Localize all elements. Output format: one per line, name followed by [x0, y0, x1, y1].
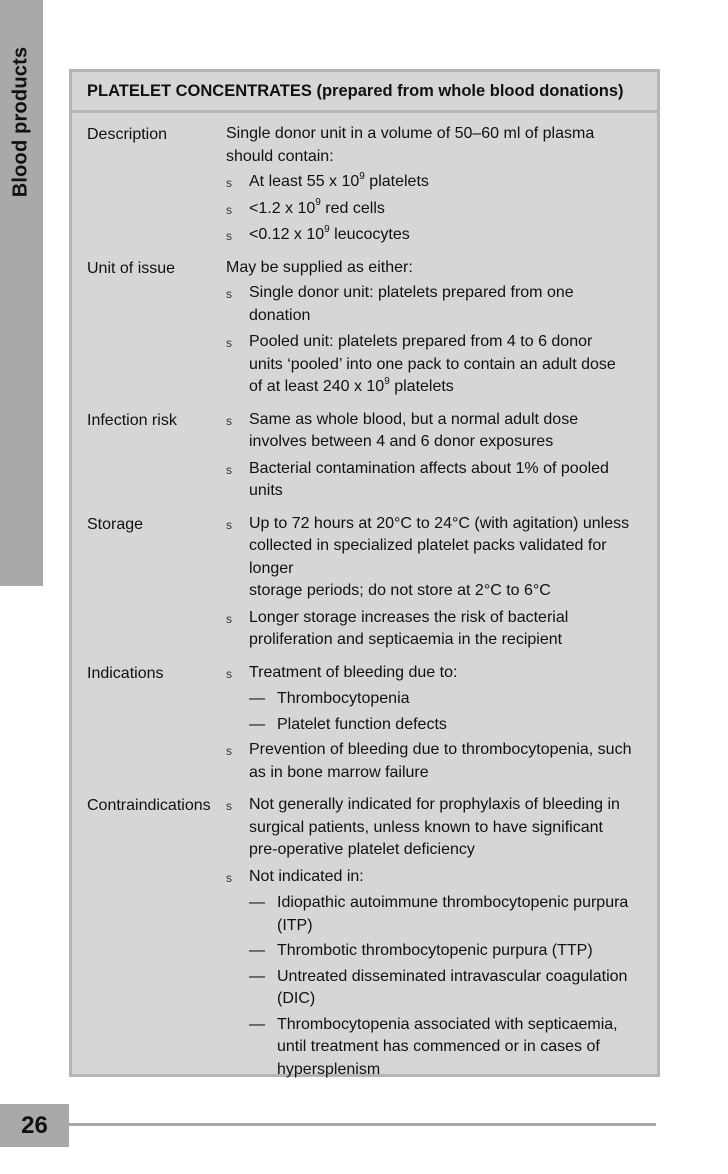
- table-row: [72, 794, 657, 1081]
- dash-item: [226, 1014, 649, 1082]
- platelet-concentrates-box: [69, 69, 660, 1077]
- bullet-line: proliferation and septicaemia in the recipient: [249, 631, 563, 648]
- bullet-line: surgical patients, unless known to have significant: [249, 818, 603, 836]
- bullet-marker: s: [226, 462, 232, 477]
- bullet-line: Not generally indicated for prophylaxis of bleeding in: [249, 796, 620, 813]
- dash-line: Idiopathic autoimmune thrombocytopenic purpura: [277, 894, 629, 911]
- bullet-item: [226, 458, 649, 503]
- bullet-line: as in bone marrow failure: [249, 763, 429, 781]
- table-row: [72, 662, 657, 785]
- section-side-tab: [0, 0, 43, 586]
- dash-line: Thrombocytopenia: [277, 690, 410, 707]
- row-content: [226, 123, 649, 247]
- bullet-line: units: [249, 482, 283, 499]
- dash-marker: —: [249, 1015, 265, 1033]
- dash-marker: —: [249, 715, 265, 733]
- dash-item: [226, 966, 649, 1011]
- bullet-line: Prevention of bleeding due to thrombocytopenia, such: [249, 741, 632, 758]
- bullet-line: collected in specialized platelet packs validated for longer: [249, 537, 607, 577]
- dash-line: Thrombotic thrombocytopenic purpura (TTP): [277, 942, 593, 959]
- bullet-line: Not indicated in:: [249, 867, 364, 885]
- superscript-exponent: 9: [324, 223, 330, 235]
- dash-marker: —: [249, 942, 265, 959]
- dash-line: until treatment has commenced or in cases of: [277, 1038, 600, 1055]
- bullet-item: [226, 171, 649, 194]
- dash-marker: —: [249, 894, 265, 911]
- bullet-marker: s: [226, 413, 232, 428]
- bullet-line: Single donor unit: platelets prepared from one: [249, 284, 574, 301]
- bullet-line: Up to 72 hours at 20°C to 24°C (with agitation) unless: [249, 514, 630, 532]
- bullet-marker: s: [226, 202, 232, 217]
- bullet-text: At least 55 x 10: [249, 173, 360, 190]
- row-label: Storage: [87, 515, 144, 533]
- bullet-text-tail: platelets: [389, 378, 454, 395]
- dash-marker: —: [249, 967, 265, 985]
- row-intro-line: May be supplied as either:: [226, 258, 413, 276]
- bullet-line: Treatment of bleeding due to:: [249, 663, 458, 681]
- bullet-line: Pooled unit: platelets prepared from 4 to 6 donor: [249, 333, 593, 350]
- row-content: [226, 257, 649, 399]
- bullet-marker: s: [226, 666, 232, 681]
- page-number: 26: [0, 1104, 69, 1147]
- bullet-marker: s: [226, 744, 232, 758]
- bullet-item: [226, 794, 649, 862]
- bullet-line: storage periods; do not store at 2°C to 6°C: [249, 582, 551, 599]
- bullet-marker: s: [226, 176, 232, 190]
- row-label: Infection risk: [87, 411, 177, 429]
- bullet-marker: s: [226, 870, 232, 885]
- dash-line: (DIC): [277, 990, 316, 1007]
- bullet-text: <1.2 x 10: [249, 199, 316, 217]
- bullet-line: pre-operative platelet deficiency: [249, 841, 475, 858]
- dash-line: hypersplenism: [277, 1060, 381, 1078]
- row-intro-line: Single donor unit in a volume of 50–60 ml of plasma: [226, 125, 595, 142]
- bullet-line: Bacterial contamination affects about 1% of pooled: [249, 459, 609, 477]
- bullet-marker: s: [226, 229, 232, 243]
- table-row: [72, 257, 657, 399]
- row-intro-line: should contain:: [226, 147, 334, 165]
- superscript-exponent: 9: [315, 197, 321, 209]
- bullet-line: Same as whole blood, but a normal adult dose: [249, 410, 579, 428]
- dash-item: [226, 714, 649, 737]
- bullet-item: [226, 282, 649, 327]
- row-content: [226, 794, 649, 1081]
- bullet-line: Longer storage increases the risk of bacterial: [249, 608, 569, 626]
- bullet-marker: s: [226, 517, 232, 532]
- bullet-text-tail: red cells: [320, 199, 385, 217]
- bullet-line: involves between 4 and 6 donor exposures: [249, 433, 554, 450]
- box-body: [72, 113, 657, 1081]
- row-content: [226, 513, 649, 652]
- bullet-item: [226, 662, 649, 685]
- row-label: Unit of issue: [87, 259, 176, 277]
- bullet-text: <0.12 x 10: [249, 226, 325, 243]
- row-label: Indications: [87, 664, 164, 682]
- dash-item: [226, 940, 649, 963]
- dash-item: [226, 892, 649, 937]
- bullet-line: units ‘pooled’ into one pack to contain an adult dose: [249, 355, 616, 373]
- bullet-item: [226, 607, 649, 652]
- footer-rule: [69, 1123, 656, 1126]
- bullet-marker: s: [226, 336, 232, 350]
- bullet-line: donation: [249, 306, 311, 324]
- table-row: [72, 513, 657, 652]
- dash-marker: —: [249, 690, 265, 707]
- bullet-item: [226, 513, 649, 603]
- superscript-exponent: 9: [384, 375, 390, 387]
- bullet-marker: s: [226, 287, 232, 301]
- bullet-item: [226, 409, 649, 454]
- bullet-marker: s: [226, 799, 232, 813]
- superscript-exponent: 9: [359, 170, 365, 182]
- bullet-text-tail: platelets: [364, 173, 429, 190]
- bullet-text: of at least 240 x 10: [249, 378, 385, 395]
- dash-line: Thrombocytopenia associated with septicaemia,: [277, 1015, 618, 1033]
- section-label: Blood products: [9, 46, 32, 198]
- row-label: Contraindications: [87, 797, 211, 814]
- bullet-item: [226, 224, 649, 247]
- bullet-item: [226, 331, 649, 399]
- dash-item: [226, 688, 649, 711]
- bullet-item: [226, 739, 649, 784]
- bullet-marker: s: [226, 611, 232, 626]
- bullet-item: [226, 198, 649, 221]
- dash-line: (ITP): [277, 916, 313, 934]
- box-title: PLATELET CONCENTRATES (prepared from whole blood donations): [72, 72, 657, 113]
- dash-line: Untreated disseminated intravascular coagulation: [277, 967, 628, 985]
- table-row: [72, 409, 657, 503]
- table-row: [72, 123, 657, 247]
- row-content: [226, 409, 649, 503]
- dash-line: Platelet function defects: [277, 715, 447, 733]
- bullet-text-tail: leucocytes: [329, 226, 410, 243]
- row-content: [226, 662, 649, 785]
- bullet-item: [226, 866, 649, 889]
- row-label: Description: [87, 126, 168, 143]
